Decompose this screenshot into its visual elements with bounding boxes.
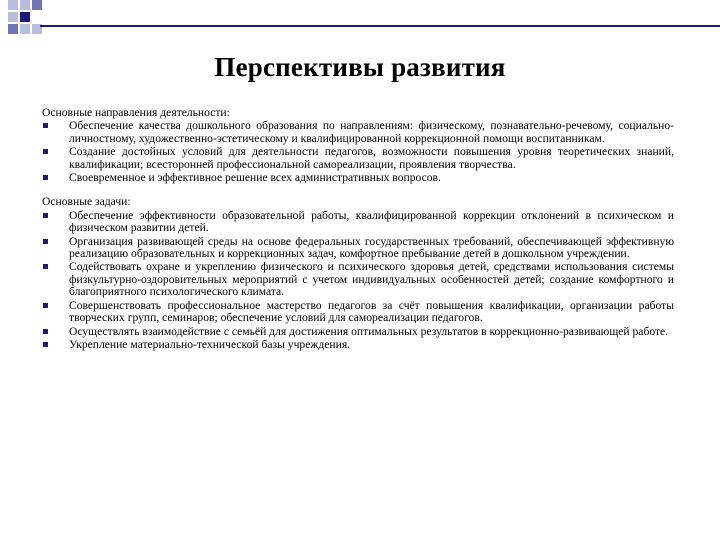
square-bullet-icon [43, 213, 48, 218]
deco-square [8, 12, 18, 22]
square-bullet-icon [43, 264, 48, 269]
list-item: Укрепление материально-технической базы учреждения. [42, 339, 674, 351]
deco-square [20, 24, 30, 34]
list-item: Своевременное и эффективное решение всех административных вопросов. [42, 172, 674, 184]
bullet-list [42, 210, 674, 351]
square-bullet-icon [43, 342, 48, 347]
deco-square [32, 0, 42, 10]
list-item: Обеспечение качества дошкольного образования по направлениям: физическому, познавательно-речевому, социально-личностному, художественно-эстетическому и квалифицированной коррекционной помощи воспитанникам. [42, 120, 674, 145]
deco-square [20, 12, 30, 22]
section-heading: Основные направления деятельности: [42, 106, 230, 119]
content [42, 107, 674, 363]
list-item: Совершенствовать профессиональное мастерство педагогов за счёт повышения квалификации, организации работы творческих групп, семинаров; обеспечение условий для самореализации педагогов. [42, 300, 674, 325]
list-item: Содействовать охране и укреплению физического и психического здоровья детей, средствами использования системы физкультурно-оздоровительных мероприятий с учетом индивидуальных особенностей детей; создание комфортного и благоприятного психологического климата. [42, 261, 674, 298]
deco-square [20, 0, 30, 10]
bullet-list [42, 120, 674, 184]
section-tasks [42, 196, 674, 351]
page-title: Перспективы развития [214, 52, 506, 82]
square-bullet-icon [43, 175, 48, 180]
deco-square [8, 0, 18, 10]
decorative-header [0, 0, 720, 40]
square-bullet-icon [43, 149, 48, 154]
list-item: Осуществлять взаимодействие с семьёй для достижения оптимальных результатов в коррекционно-развивающей работе. [42, 326, 674, 338]
section-directions [42, 107, 674, 184]
list-item: Организация развивающей среды на основе федеральных государственных требований, обеспечивающей эффективную реализацию образовательных и коррекционных задач, комфортное пребывание детей в дошкольном учреждении. [42, 236, 674, 261]
square-bullet-icon [43, 303, 48, 308]
square-bullet-icon [43, 123, 48, 128]
header-rule [40, 25, 720, 27]
list-item: Обеспечение эффективности образовательной работы, квалифицированной коррекции отклонений в психическом и физическом развитии детей. [42, 210, 674, 235]
square-bullet-icon [43, 329, 48, 334]
square-bullet-icon [43, 239, 48, 244]
section-heading: Основные задачи: [42, 195, 131, 209]
list-item: Создание достойных условий для деятельности педагогов, возможности повышения уровня теоретических знаний, квалификации; всесторонней профессиональной самореализации, проявления творчества. [42, 146, 674, 171]
deco-square [8, 24, 18, 34]
